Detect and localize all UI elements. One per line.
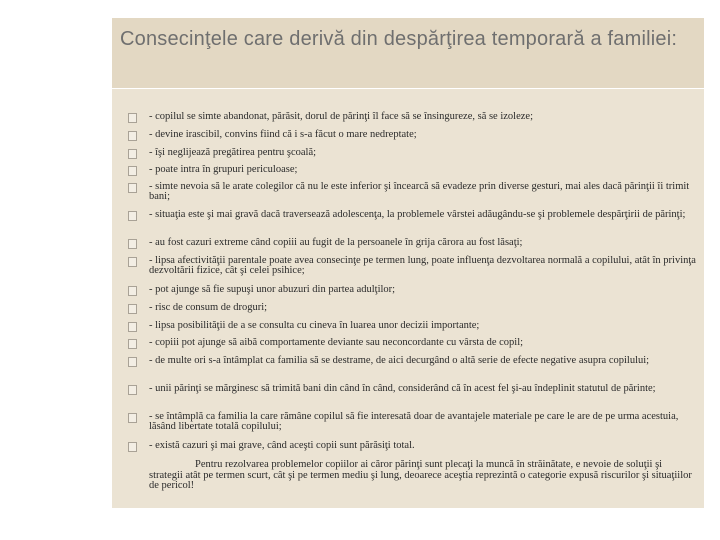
square-bullet-icon xyxy=(128,131,137,141)
bullet-text: - risc de consum de droguri; xyxy=(149,302,268,313)
square-bullet-icon xyxy=(128,413,137,423)
bullet-text: - poate intra în grupuri periculoase; xyxy=(149,164,298,175)
square-bullet-icon xyxy=(128,286,137,296)
square-bullet-icon xyxy=(128,166,137,176)
closing-paragraph: Pentru rezolvarea problemelor copiilor ai căror părinţi sunt plecaţi la muncă în străinătate, e nevoie de soluţii şi strategii atât pe termen scurt, cât şi pe termen mediu şi lung, deoarece aceştia reprezintă o categorie expusă riscurilor şi situaţiilor de pericol! xyxy=(149,459,692,491)
bullet-text: - de multe ori s-a întâmplat ca familia să se destrame, de aici decurgând o altă serie de efecte negative asupra copilului; xyxy=(149,355,650,366)
square-bullet-icon xyxy=(128,113,137,123)
square-bullet-icon xyxy=(128,149,137,159)
square-bullet-icon xyxy=(128,442,137,452)
square-bullet-icon xyxy=(128,322,137,332)
bullet-text: - lipsa posibilităţii de a se consulta cu cineva în luarea unor decizii importante; xyxy=(149,320,480,331)
bullet-text: - lipsa afectivităţii parentale poate avea consecinţe pe termen lung, poate influenţa dezvoltarea normală a copilului, atât în privinţa dezvoltării fizice, cât şi celei psihice; xyxy=(149,255,696,276)
square-bullet-icon xyxy=(128,257,137,267)
square-bullet-icon xyxy=(128,183,137,193)
bullet-text: - au fost cazuri extreme când copiii au fugit de la persoanele în grija cărora au fost lăsaţi; xyxy=(149,237,523,248)
square-bullet-icon xyxy=(128,339,137,349)
bullet-text: - copilul se simte abandonat, părăsit, dorul de părinţi îl face să se însingureze, să se izoleze; xyxy=(149,111,533,122)
bullet-text: - devine irascibil, convins fiind că i s-a făcut o mare nedreptate; xyxy=(149,129,417,140)
bullet-text: - există cazuri şi mai grave, când aceşti copii sunt părăsiţi total. xyxy=(149,440,415,451)
bullet-list xyxy=(112,18,704,508)
bullet-text: - îşi neglijează pregătirea pentru şcoală; xyxy=(149,147,317,158)
bullet-text: - copiii pot ajunge să aibă comportamente deviante sau neconcordante cu vârsta de copil; xyxy=(149,337,524,348)
bullet-text: - se întâmplă ca familia la care rămâne copilul să fie interesată doar de avantajele materiale pe care le are de pe urma acestuia, lăsând libertate totală copilului; xyxy=(149,411,679,432)
slide-panel xyxy=(112,18,704,508)
bullet-text: - situaţia este şi mai gravă dacă traversează adolescenţa, la problemele vârstei adăugându-se şi problemele despărţirii de părinţi; xyxy=(149,209,686,220)
bullet-text: - pot ajunge să fie supuşi unor abuzuri din partea adulţilor; xyxy=(149,284,396,295)
bullet-text: - simte nevoia să le arate colegilor că nu le este inferior şi încearcă să evadeze prin diverse gesturi, mai ales dacă părinţii îi trimit bani; xyxy=(149,181,690,202)
square-bullet-icon xyxy=(128,385,137,395)
square-bullet-icon xyxy=(128,357,137,367)
slide-title: Consecinţele care derivă din despărţirea temporară a familiei: xyxy=(120,28,678,50)
bullet-text: - unii părinţi se mărginesc să trimită bani din când în când, considerând că în acest fel şi-au îndeplinit statutul de părinte; xyxy=(149,383,656,394)
square-bullet-icon xyxy=(128,211,137,221)
square-bullet-icon xyxy=(128,304,137,314)
square-bullet-icon xyxy=(128,239,137,249)
